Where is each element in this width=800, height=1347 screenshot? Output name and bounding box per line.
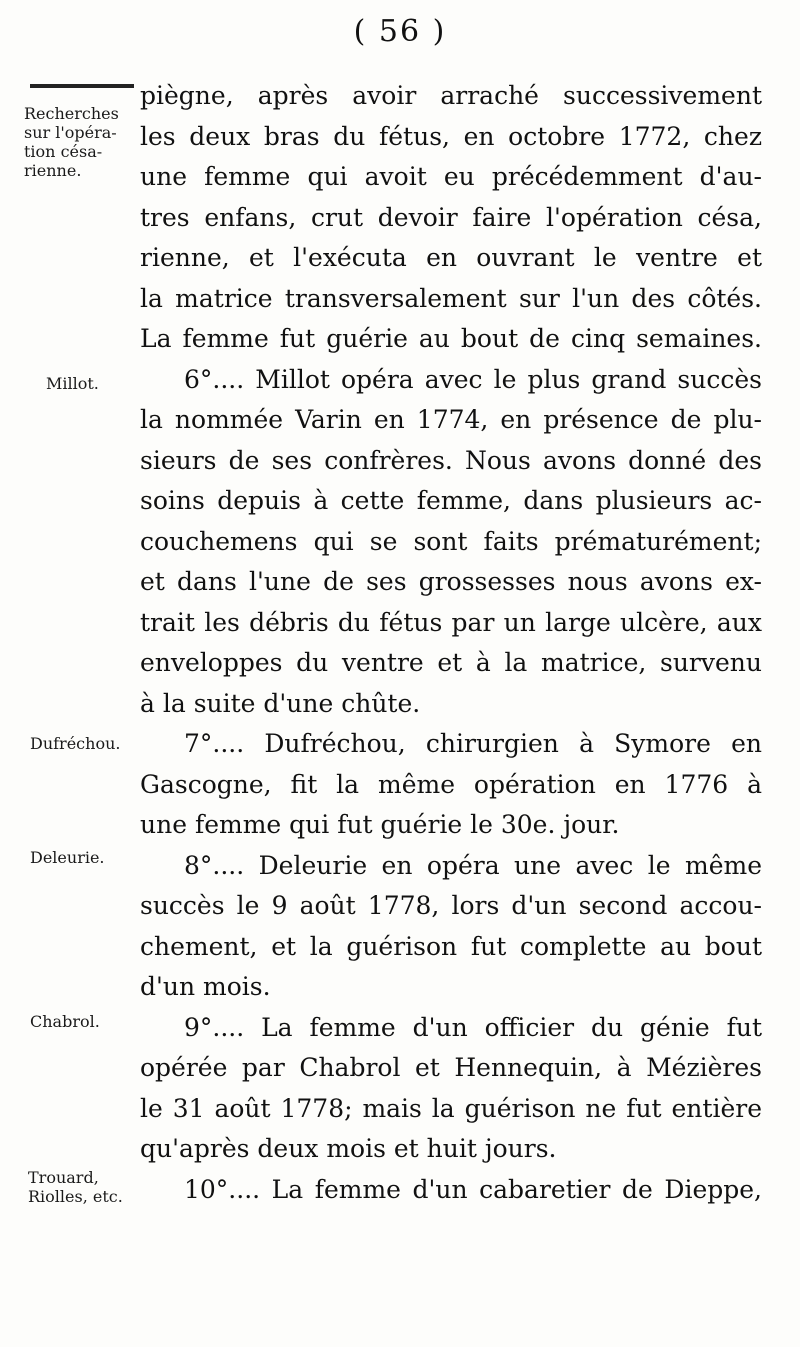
text-line: qu'après deux mois et huit jours. [140, 1134, 557, 1163]
text-line: et dans l'une de ses grossesses nous avons ex- [140, 567, 762, 596]
text-line: La femme fut guérie au bout de cinq semaines. [140, 324, 762, 353]
text-line: enveloppes du ventre et à la matrice, survenu [140, 648, 762, 677]
text-line: les deux bras du fétus, en octobre 1772, chez [140, 121, 762, 151]
text-line: 8°.... Deleurie en opéra une avec le même [184, 850, 762, 880]
margin-note-chabrol: Chabrol. [30, 1012, 100, 1031]
text-line: le 31 août 1778; mais la guérison ne fut entière [140, 1093, 762, 1123]
text-line: piègne, après avoir arraché successivement [140, 81, 762, 110]
text-line: sieurs de ses confrères. Nous avons donné des [140, 445, 762, 475]
text-line: succès le 9 août 1778, lors d'un second accou- [140, 891, 762, 920]
text-line: opérée par Chabrol et Hennequin, à Mézières [140, 1053, 762, 1082]
margin-note-trouard: Trouard, Riolles, etc. [28, 1168, 123, 1206]
margin-rule [30, 84, 134, 88]
text-line: à la suite d'une chûte. [140, 688, 421, 718]
text-line: rienne, et l'exécuta en ouvrant le ventre et [140, 243, 762, 272]
page-number: ( 56 ) [353, 14, 447, 49]
text-line: 7°.... Dufréchou, chirurgien à Symore en [184, 729, 762, 758]
text-line: Gascogne, fit la même opération en 1776 à [140, 769, 762, 799]
margin-note-recherches: Recherches sur l'opéra- tion césa- rienne. [24, 104, 119, 180]
text-line: soins depuis à cette femme, dans plusieurs ac- [140, 486, 762, 515]
text-line: chement, et la guérison fut complette au bout [140, 931, 762, 961]
text-line: trait les débris du fétus par un large ulcère, aux [140, 607, 762, 637]
text-line: une femme qui avoit eu précédemment d'au- [140, 162, 762, 191]
text-line: d'un mois. [140, 972, 271, 1001]
text-line: tres enfans, crut devoir faire l'opération césa, [140, 202, 762, 232]
body-text [140, 76, 762, 1210]
text-line: la nommée Varin en 1774, en présence de plu- [140, 405, 762, 434]
text-line: une femme qui fut guérie le 30e. jour. [140, 810, 620, 839]
margin-note-millot: Millot. [46, 374, 99, 393]
text-line: couchemens qui se sont faits prématurément; [140, 526, 762, 556]
text-line: 10°.... La femme d'un cabaretier de Dieppe, [184, 1174, 762, 1204]
margin-note-deleurie: Deleurie. [30, 848, 105, 867]
margin-note-dufrechou: Dufréchou. [30, 734, 121, 753]
text-line: 6°.... Millot opéra avec le plus grand succès [184, 364, 762, 394]
text-line: 9°.... La femme d'un officier du génie fut [184, 1012, 762, 1042]
text-line: la matrice transversalement sur l'un des côtés. [140, 283, 762, 313]
